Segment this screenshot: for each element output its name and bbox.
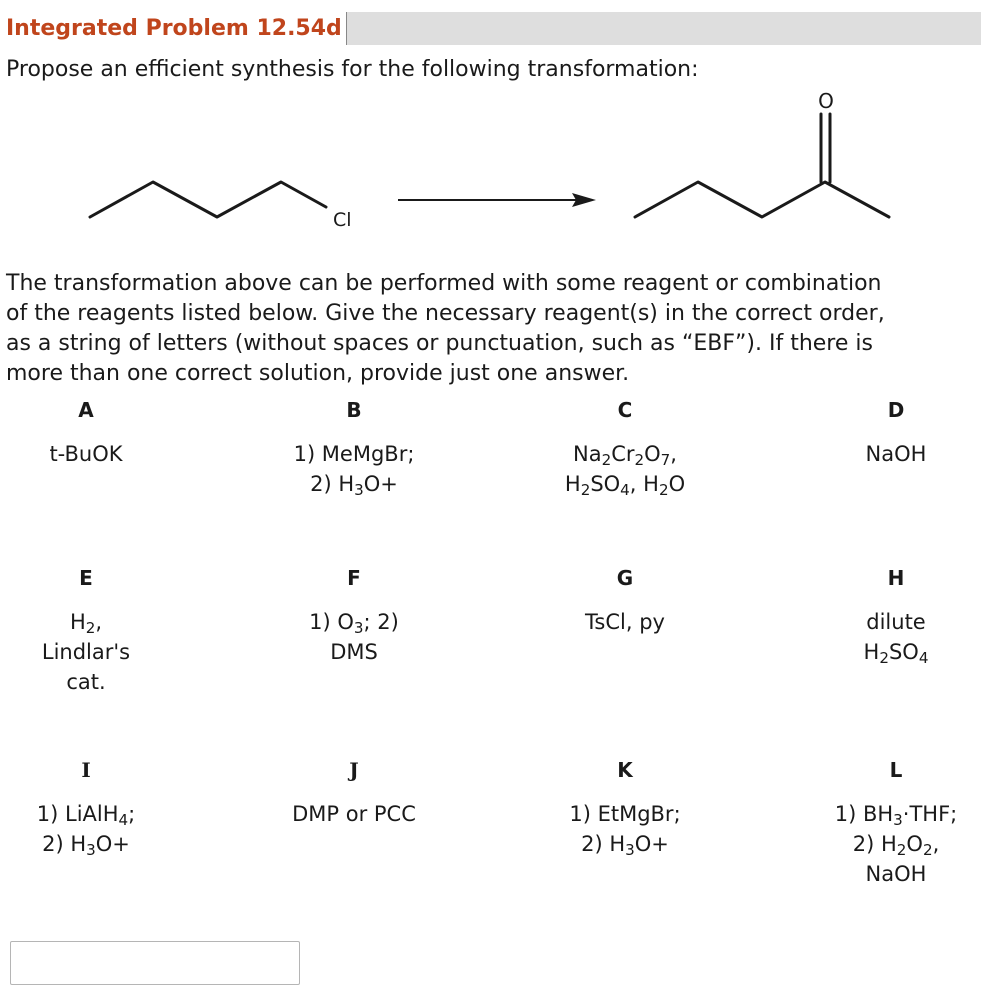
reagent-option-k	[525, 799, 725, 859]
reagent-line: 1) $BH_3\cdot THF$;	[834, 802, 958, 829]
reagent-line: 2) $H_3O+$	[581, 832, 669, 859]
reactant-skeleton	[90, 182, 326, 217]
reagent-line: 1) LiAlH$_4$;	[36, 802, 136, 829]
reagent-line: Lindlar's	[41, 640, 131, 664]
reagent-line: DMP or PCC	[292, 802, 416, 826]
reagent-line: 1) MeMgBr;	[293, 442, 415, 466]
instructions	[6, 269, 981, 389]
reagent-line: t-BuOK	[49, 442, 123, 466]
answer-input[interactable]	[10, 941, 300, 985]
reagent-line: $H_2SO_4$, $H_2O$	[564, 472, 686, 499]
instructions-line: more than one correct solution, provide just one answer.	[6, 361, 630, 386]
reagent-option-h	[796, 607, 996, 667]
reagent-line: cat.	[66, 670, 106, 694]
reagent-letter-g: G	[616, 566, 634, 590]
instructions-line: as a string of letters (without spaces or punctuation, such as “EBF”). If there is	[6, 331, 873, 356]
product-o-label: O	[818, 90, 834, 113]
reagent-letter-b: B	[346, 398, 362, 422]
reagent-line: DMS	[330, 640, 378, 664]
reagent-option-b	[254, 439, 454, 499]
reagent-line: 2) $H_3O+$	[310, 472, 398, 499]
reagent-line: $H_2$,	[69, 610, 103, 637]
reagent-line: 2) $H_3O+$	[42, 832, 130, 859]
reagent-option-i	[0, 799, 186, 859]
reagent-letter-l: L	[889, 758, 903, 782]
reagent-letter-d: D	[887, 398, 905, 422]
reagent-line: 1) $O_3$; 2)	[309, 610, 399, 637]
problem-title: Integrated Problem 12.54d	[6, 16, 342, 41]
product-skeleton	[635, 182, 889, 217]
instructions-line: The transformation above can be performed with some reagent or combination	[6, 271, 882, 296]
reagent-letter-j: J	[349, 758, 359, 782]
reagent-line: 1) EtMgBr;	[569, 802, 681, 826]
reaction-scheme	[0, 90, 1000, 250]
reagent-letter-i: I	[81, 758, 91, 782]
reactant-cl-label: Cl	[333, 209, 352, 231]
reagent-letter-c: C	[617, 398, 633, 422]
reagent-letter-k: K	[617, 758, 633, 782]
reagent-letter-a: A	[78, 398, 94, 422]
reagent-option-c	[525, 439, 725, 499]
reagent-line: NaOH	[865, 442, 927, 466]
reagent-option-g	[525, 607, 725, 637]
reagent-option-j	[254, 799, 454, 829]
reagent-line: NaOH	[865, 862, 927, 886]
instructions-line: of the reagents listed below. Give the necessary reagent(s) in the correct order,	[6, 301, 885, 326]
reagent-line: dilute	[866, 610, 926, 634]
reagent-option-e	[0, 607, 186, 697]
reagent-line: TsCl, py	[585, 610, 665, 634]
problem-header	[0, 12, 981, 45]
reagent-line: $Na_2Cr_2O_7$,	[573, 442, 677, 469]
reagent-letter-e: E	[79, 566, 93, 590]
reagent-letter-f: F	[347, 566, 361, 590]
reagent-option-f	[254, 607, 454, 667]
title-bar	[346, 12, 981, 45]
reagent-letter-h: H	[887, 566, 905, 590]
reagent-option-d	[796, 439, 996, 469]
reagent-option-l	[796, 799, 996, 889]
reagent-line: 2) $H_2O_2$,	[852, 832, 940, 859]
reagent-line: $H_2SO_4$	[863, 640, 929, 667]
problem-prompt: Propose an efficient synthesis for the following transformation:	[6, 57, 699, 82]
reagent-option-a	[0, 439, 186, 469]
